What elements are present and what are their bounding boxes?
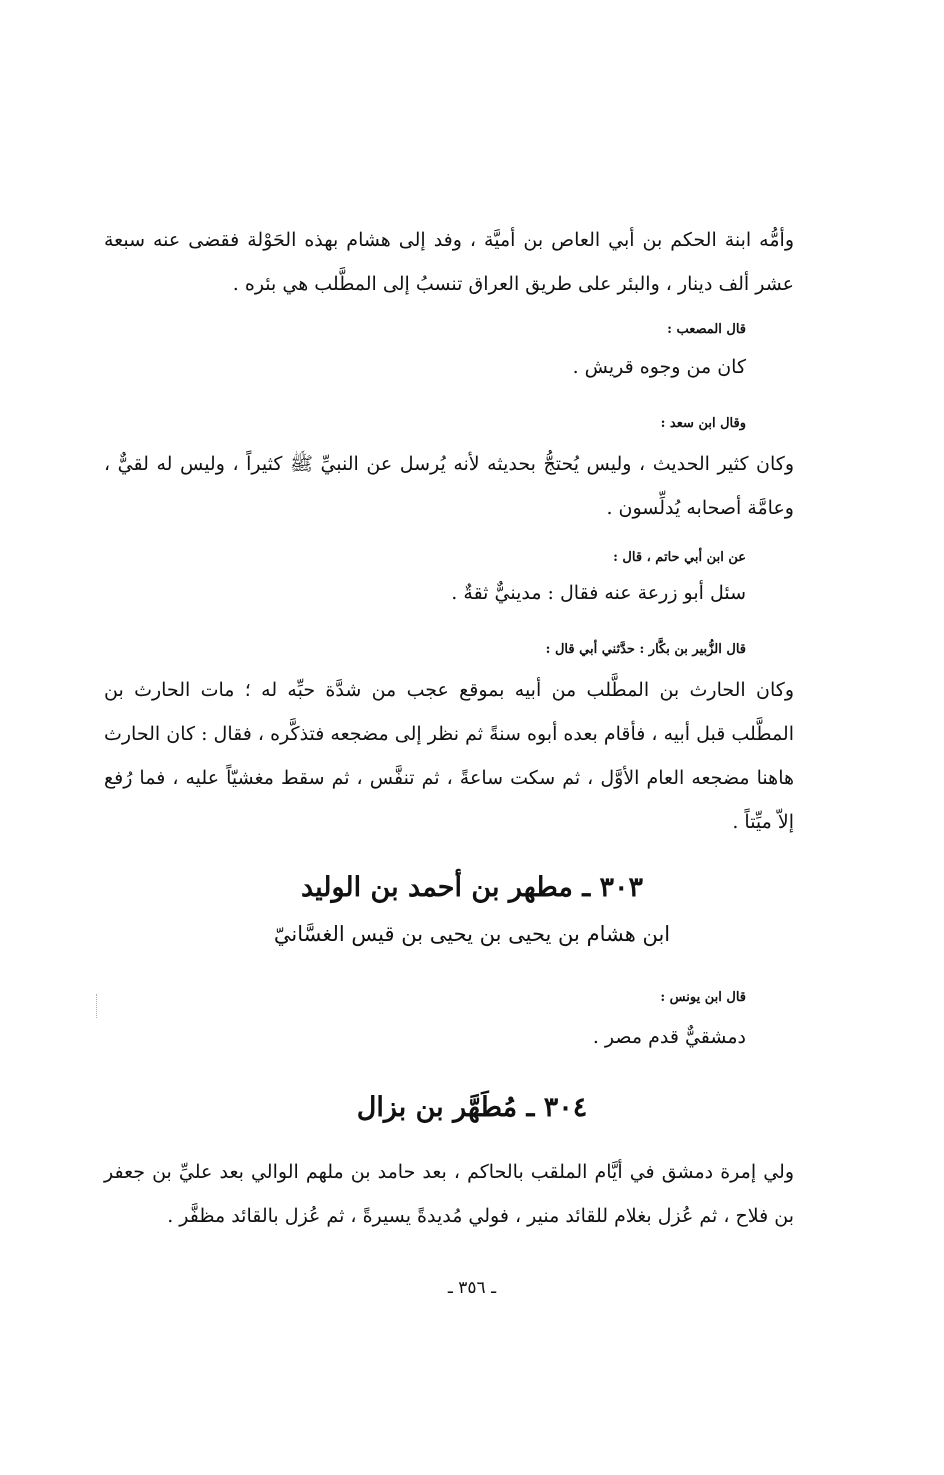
speaker-label-abi-hatim: عن ابن أبي حاتم ، قال : — [613, 550, 746, 565]
page-number: ـ ٣٥٦ ـ — [447, 1278, 497, 1298]
entry-303-title: ٣٠٣ ـ مطهر بن أحمد بن الوليد — [300, 872, 644, 903]
entry-304-title: ٣٠٤ ـ مُطَهَّر بن بزال — [356, 1092, 588, 1123]
speaker-label-ibn-saad: وقال ابن سعد : — [660, 416, 746, 431]
quote-abi-hatim: سئل أبو زرعة عنه فقال : مدينيٌّ ثقةٌ . — [451, 582, 746, 604]
entry-303-subtitle: ابن هشام بن يحيى بن يحيى بن قيس الغسَّانيّ — [273, 922, 671, 946]
margin-mark — [96, 994, 99, 1018]
quote-ibn-yunus: دمشقيٌّ قدم مصر . — [592, 1026, 746, 1048]
speaker-label-zubayr: قال الزُّبير بن بكَّار : حدَّثني أبي قال : — [545, 642, 746, 657]
paragraph-3: وكان الحارث بن المطَّلب من أبيه بموقع عجب من شدَّة حبِّه له ؛ مات الحارث بن المطَّلب قبل أبيه ، فأقام بعده أبوه سنةً ثم نظر إلى مضجعه فتذكَّره ، فقال : كان الحارث هاهنا مضجعه العام الأوَّل ، ثم سكت ساعةً ، ثم تنفَّس ، ثم سقط مغشيّاً عليه ، فما رُفع إلاّ ميِّتاً . — [104, 679, 794, 833]
paragraph-1: وأمُّه ابنة الحكم بن أبي العاص بن أميَّة ، وفد إلى هشام بهذه الحَوْلة فقضى عنه سبعة عشر ألف دينار ، والبئر على طريق العراق تنسبُ إلى المطَّلب هي بئره . — [104, 229, 794, 295]
speaker-label-ibn-yunus: قال ابن يونس : — [660, 990, 746, 1005]
speaker-label-musab: قال المصعب : — [667, 322, 746, 337]
paragraph-2: وكان كثير الحديث ، وليس يُحتجُّ بحديثه لأنه يُرسل عن النبيِّ ﷺ كثيراً ، وليس له لقيٌّ ، وعامَّة أصحابه يُدلِّسون . — [104, 453, 794, 519]
quote-musab: كان من وجوه قريش . — [572, 356, 746, 378]
paragraph-4: ولي إمرة دمشق في أيَّام الملقب بالحاكم ، بعد حامد بن ملهم الوالي بعد عليِّ بن جعفر بن فلاح ، ثم عُزل بغلام للقائد منير ، فولي مُديدةً يسيرةً ، ثم عُزل بالقائد مظفَّر . — [104, 1161, 794, 1227]
